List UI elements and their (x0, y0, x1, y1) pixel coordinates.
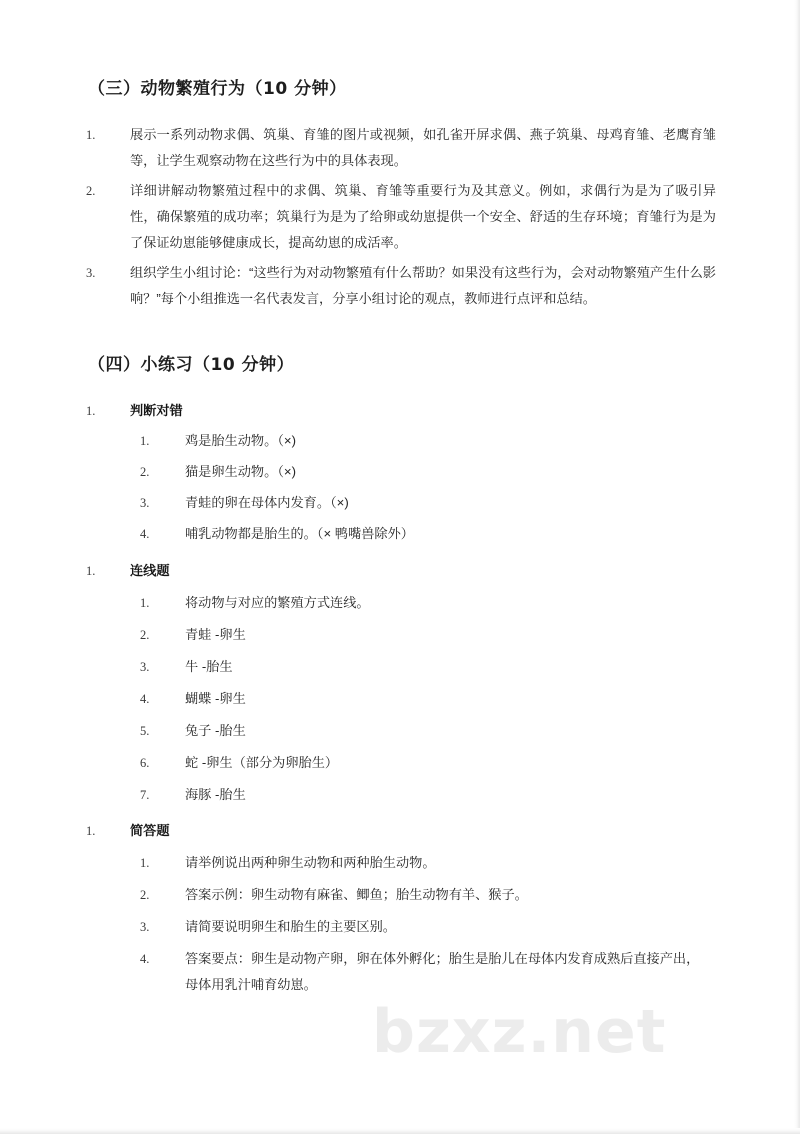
question-number: 1. (140, 596, 150, 610)
exercise-question (140, 622, 720, 648)
exercise-question (140, 782, 720, 808)
list-item (86, 122, 716, 174)
question-text: 海豚 -胎生 (185, 787, 246, 802)
list-item-number: 1. (86, 564, 96, 578)
exercise-question (140, 428, 720, 454)
exercise-question (140, 521, 720, 547)
question-number: 2. (140, 465, 150, 479)
question-text: 鸡是胎生动物。（×) (185, 433, 296, 448)
exercise-question (140, 686, 720, 712)
question-text: 兔子 -胎生 (185, 723, 246, 738)
question-text: 请举例说出两种卵生动物和两种胎生动物。 (185, 855, 436, 870)
question-text: 青蛙 -卵生 (185, 627, 246, 642)
question-text: 答案要点：卵生是动物产卵，卵在体外孵化；胎生是胎儿在母体内发育成熟后直接产出，母体用乳汁哺育幼崽。 (185, 951, 700, 992)
exercise-question (140, 946, 702, 998)
question-number: 3. (140, 920, 150, 934)
section-heading-practice-exercises: （四）小练习（10 分钟） (88, 355, 295, 375)
list-item-number: 1. (86, 404, 96, 418)
list-item-number: 2. (86, 184, 96, 198)
question-text: 牛 -胎生 (185, 659, 233, 674)
exercise-question (140, 850, 720, 876)
list-item (86, 178, 716, 256)
question-number: 1. (140, 434, 150, 448)
question-text: 青蛙的卵在母体内发育。（×) (185, 495, 349, 510)
question-number: 5. (140, 724, 150, 738)
page-edge-bottom (0, 1128, 800, 1134)
exercise-question (140, 490, 720, 516)
list-item-text: 组织学生小组讨论：“这些行为对动物繁殖有什么帮助？如果没有这些行为，会对动物繁殖产生什么影响？”每个小组推选一名代表发言，分享小组讨论的观点，教师进行点评和总结。 (130, 265, 716, 306)
list-item-number: 3. (86, 266, 96, 280)
list-item-text: 详细讲解动物繁殖过程中的求偶、筑巢、育雏等重要行为及其意义。例如，求偶行为是为了吸引异性，确保繁殖的成功率；筑巢行为是为了给卵或幼崽提供一个安全、舒适的生存环境；育雏行为是为了保证幼崽能够健康成长，提高幼崽的成活率。 (130, 183, 716, 250)
list-item (86, 260, 716, 312)
exercise-question (140, 718, 720, 744)
list-item-number: 1. (86, 824, 96, 838)
question-number: 4. (140, 527, 150, 541)
exercise-question (140, 590, 720, 616)
exercise-question (140, 750, 720, 776)
exercise-question (140, 882, 720, 908)
question-number: 6. (140, 756, 150, 770)
question-text: 哺乳动物都是胎生的。（× 鸭嘴兽除外） (185, 526, 414, 541)
section-heading-animal-reproduction-behavior: （三）动物繁殖行为（10 分钟） (88, 79, 347, 99)
question-number: 3. (140, 496, 150, 510)
question-number: 4. (140, 952, 150, 966)
exercise-group-label: 判断对错 (130, 403, 183, 418)
question-text: 请简要说明卵生和胎生的主要区别。 (185, 919, 396, 934)
exercise-group-label: 简答题 (130, 823, 170, 838)
list-item-text: 展示一系列动物求偶、筑巢、育雏的图片或视频，如孔雀开屏求偶、燕子筑巢、母鸡育雏、老鹰育雏等，让学生观察动物在这些行为中的具体表现。 (130, 127, 716, 168)
question-text: 蝴蝶 -卵生 (185, 691, 246, 706)
site-watermark: bzxz.net (372, 997, 667, 1067)
question-number: 2. (140, 888, 150, 902)
exercise-group-label: 连线题 (130, 563, 170, 578)
exercise-question (140, 914, 720, 940)
exercise-group-title (86, 398, 716, 424)
question-number: 1. (140, 856, 150, 870)
exercise-question (140, 459, 720, 485)
page-edge-right (794, 0, 800, 1134)
question-number: 4. (140, 692, 150, 706)
question-number: 3. (140, 660, 150, 674)
exercise-question (140, 654, 720, 680)
question-text: 猫是卵生动物。（×) (185, 464, 296, 479)
question-text: 答案示例：卵生动物有麻雀、鲫鱼；胎生动物有羊、猴子。 (185, 887, 528, 902)
question-text: 将动物与对应的繁殖方式连线。 (185, 595, 370, 610)
exercise-group-title (86, 558, 716, 584)
exercise-group-title (86, 818, 716, 844)
list-item-number: 1. (86, 128, 96, 142)
question-number: 2. (140, 628, 150, 642)
question-text: 蛇 -卵生（部分为卵胎生） (185, 755, 339, 770)
question-number: 7. (140, 788, 150, 802)
